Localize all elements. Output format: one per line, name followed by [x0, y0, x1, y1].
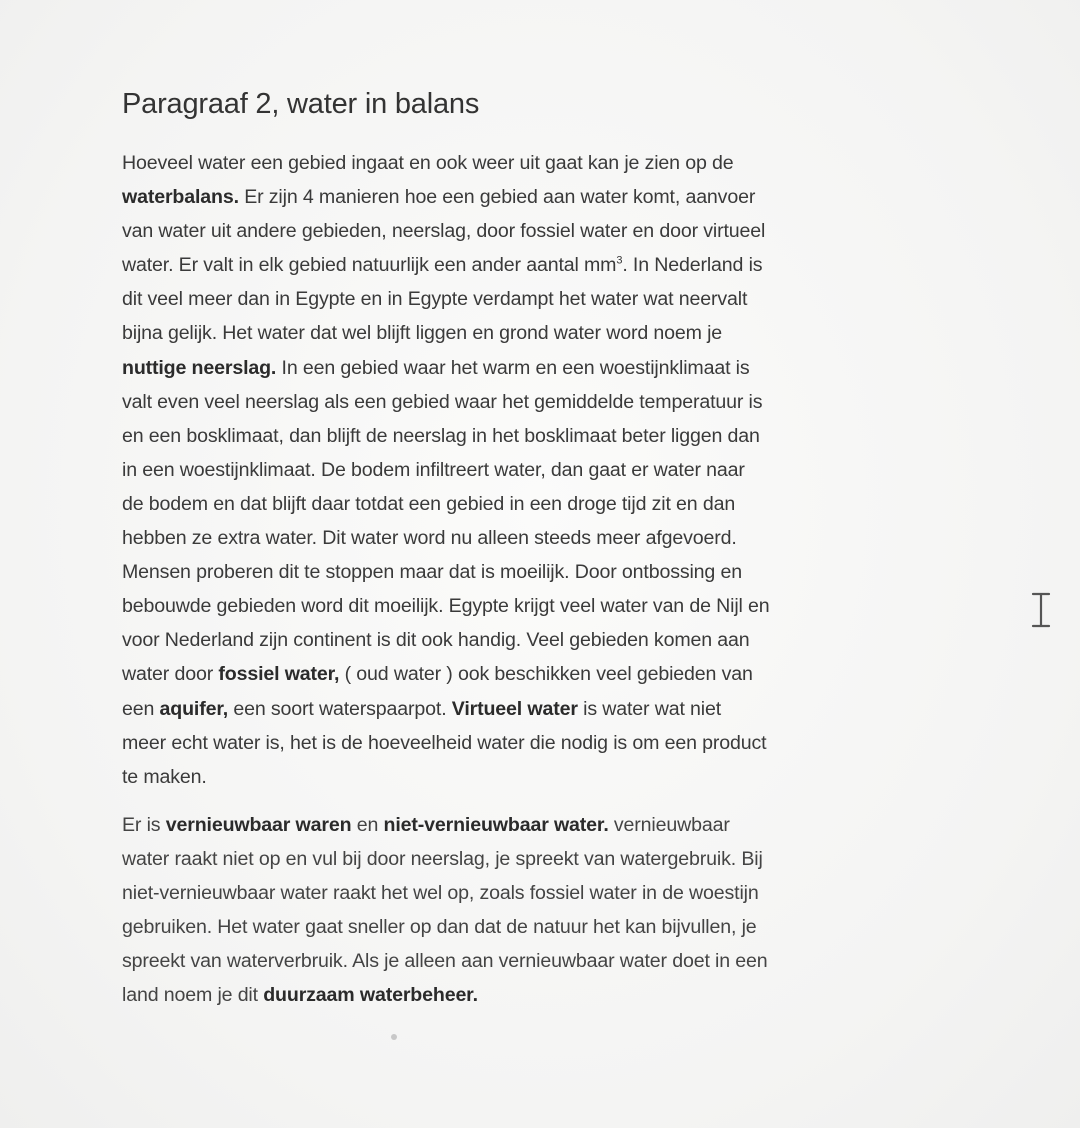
text-line — [122, 419, 962, 453]
text-segment: Er zijn 4 manieren hoe een gebied aan water komt, aanvoer — [238, 186, 756, 209]
text-line — [122, 808, 962, 842]
key-term: niet-vernieuwbaar water. — [383, 813, 609, 836]
scan-speck — [391, 1034, 397, 1040]
text-segment: ( oud water ) ook beschikken veel gebieden van — [339, 663, 753, 686]
text-line — [122, 589, 962, 623]
key-term: aquifer, — [159, 697, 229, 720]
key-term: duurzaam waterbeheer. — [263, 984, 478, 1007]
text-line — [122, 248, 962, 282]
text-segment: vernieuwbaar — [608, 813, 730, 836]
text-segment: valt even veel neerslag als een gebied waar het gemiddelde temperatuur is — [122, 390, 763, 413]
text-segment: van water uit andere gebieden, neerslag, door fossiel water en door virtueel — [122, 220, 766, 243]
text-line — [122, 555, 962, 589]
text-segment: dit veel meer dan in Egypte en in Egypte verdampt het water wat neervalt — [122, 288, 748, 311]
text-segment: de bodem en dat blijft daar totdat een gebied in een droge tijd zit en dan — [122, 492, 736, 515]
text-line — [122, 453, 962, 487]
text-line — [122, 351, 962, 385]
superscript: 3 — [616, 254, 623, 267]
text-line — [122, 180, 962, 214]
text-segment: bijna gelijk. Het water dat wel blijft liggen en grond water word noem je — [122, 322, 723, 345]
text-line — [122, 760, 962, 794]
text-segment: Mensen proberen dit te stoppen maar dat is moeilijk. Door ontbossing en — [122, 561, 742, 584]
document-page — [122, 84, 962, 1012]
text-line — [122, 692, 962, 726]
text-segment: water raakt niet op en vul bij door neerslag, je spreekt van watergebruik. Bij — [122, 847, 763, 870]
text-line — [122, 876, 962, 910]
text-segment: niet-vernieuwbaar water raakt het wel op, zoals fossiel water in de woestijn — [122, 881, 759, 904]
text-segment: en een bosklimaat, dan blijft de neerslag in het bosklimaat beter liggen dan — [122, 424, 760, 447]
page-title: Paragraaf 2, water in balans — [122, 88, 480, 120]
text-segment: spreekt van waterverbruik. Als je alleen aan vernieuwbaar water doet in een — [122, 950, 768, 973]
text-segment: is water wat niet — [577, 697, 722, 720]
text-line — [122, 910, 962, 944]
paragraph-vernieuwbaar-water — [122, 808, 962, 1013]
text-line — [122, 623, 962, 657]
text-segment: te maken. — [122, 765, 207, 788]
text-segment: water. Er valt in elk gebied natuurlijk een ander aantal mm — [122, 254, 617, 277]
text-line — [122, 657, 962, 691]
text-segment: voor Nederland zijn continent is dit ook handig. Veel gebieden komen aan — [122, 629, 750, 652]
text-segment: . In Nederland is — [622, 254, 763, 277]
key-term: waterbalans. — [122, 186, 239, 209]
text-line — [122, 146, 962, 180]
text-segment: gebruiken. Het water gaat sneller op dan dat de natuur het kan bijvullen, je — [122, 916, 757, 939]
text-line — [122, 521, 962, 555]
text-line — [122, 385, 962, 419]
text-segment: Hoeveel water een gebied ingaat en ook weer uit gaat kan je zien op de — [122, 152, 734, 174]
text-line — [122, 214, 962, 248]
text-segment: water door — [122, 663, 219, 686]
text-segment: hebben ze extra water. Dit water word nu alleen steeds meer afgevoerd. — [122, 527, 737, 550]
key-term: nuttige neerslag. — [122, 356, 277, 379]
text-segment: een — [122, 697, 160, 720]
text-line — [122, 842, 962, 876]
text-line — [122, 487, 962, 521]
text-segment: bebouwde gebieden word dit moeilijk. Egypte krijgt veel water van de Nijl en — [122, 595, 770, 618]
text-line — [122, 282, 962, 316]
text-segment: Er is — [122, 813, 166, 836]
paragraph-waterbalans — [122, 146, 962, 794]
key-term: Virtueel water — [451, 697, 578, 720]
text-segment: In een gebied waar het warm en een woestijnklimaat is — [276, 356, 750, 379]
text-line — [122, 978, 962, 1012]
text-line — [122, 316, 962, 350]
text-segment: en — [351, 813, 384, 836]
text-line — [122, 726, 962, 760]
key-term: vernieuwbaar waren — [165, 813, 352, 836]
key-term: fossiel water, — [218, 663, 340, 686]
text-segment: land noem je dit — [122, 984, 264, 1007]
text-segment: meer echt water is, het is de hoeveelheid water die nodig is om een product — [122, 731, 767, 754]
text-segment: een soort waterspaarpot. — [228, 697, 452, 720]
text-cursor-icon — [1030, 592, 1052, 628]
text-line — [122, 944, 962, 978]
text-segment: in een woestijnklimaat. De bodem infiltreert water, dan gaat er water naar — [122, 458, 745, 481]
